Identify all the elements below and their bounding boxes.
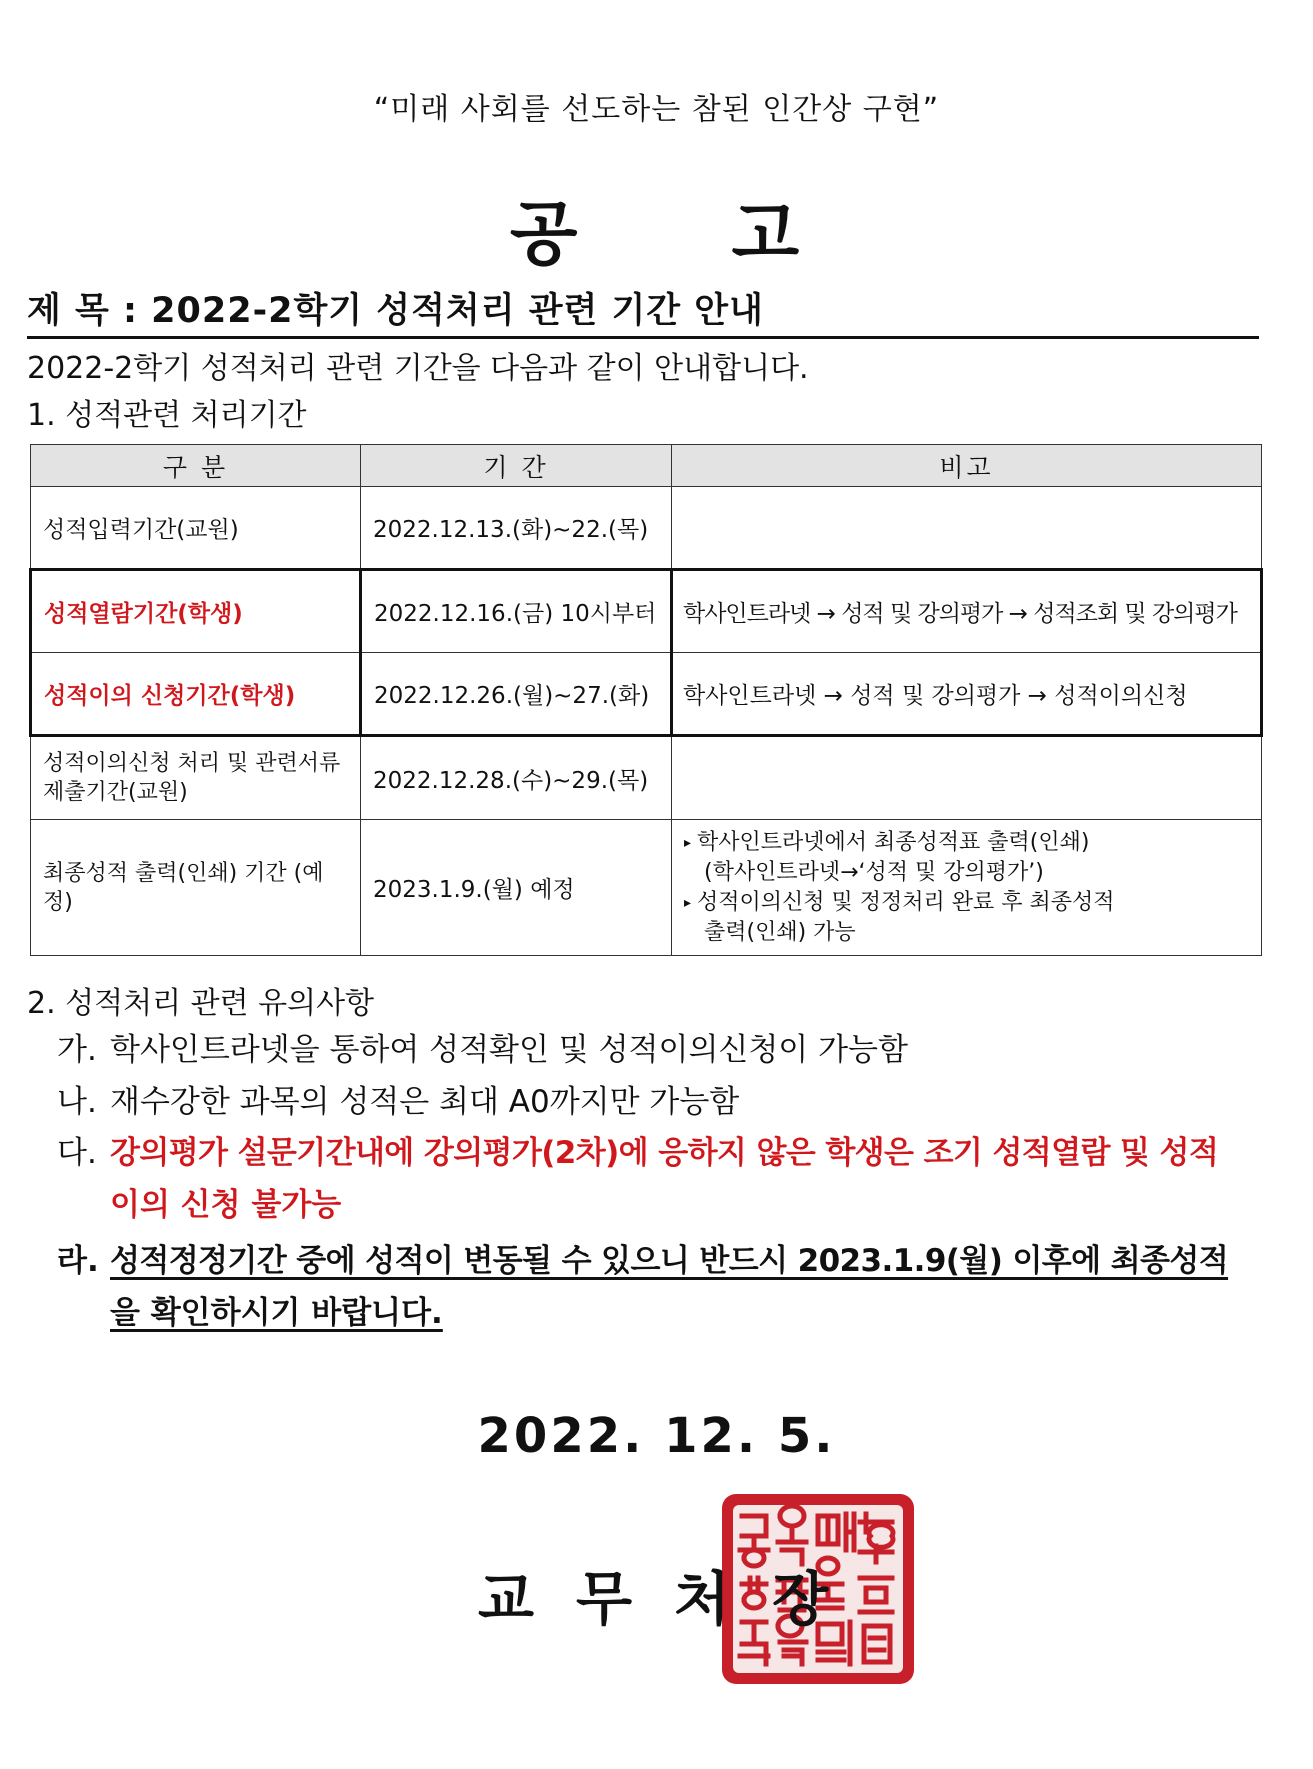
row-note bbox=[672, 487, 1262, 570]
row-period: 2022.12.26.(월)~27.(화) bbox=[361, 653, 672, 736]
row-category: 최종성적 출력(인쇄) 기간 (예정) bbox=[31, 820, 361, 956]
table-row bbox=[31, 487, 1262, 570]
header-note: 비고 bbox=[672, 445, 1262, 487]
row-category: 성적열람기간(학생) bbox=[31, 570, 361, 653]
row-note bbox=[672, 820, 1262, 956]
row-period: 2023.1.9.(월) 예정 bbox=[361, 820, 672, 956]
notice-item bbox=[57, 1077, 739, 1127]
notice-title-char: 공 bbox=[509, 193, 582, 275]
slogan: “미래 사회를 선도하는 참된 인간상 구현” bbox=[373, 92, 940, 127]
notice-title bbox=[0, 178, 1313, 279]
signer-title: 교무처장 bbox=[478, 1565, 871, 1633]
notice-date: 2022. 12. 5. bbox=[477, 1408, 836, 1464]
item-label: 다. bbox=[57, 1135, 97, 1171]
notice-item-important bbox=[57, 1236, 1228, 1286]
table-row-highlighted bbox=[31, 570, 1262, 653]
table-row-highlighted bbox=[31, 653, 1262, 736]
note-line: 출력(인쇄) 가능 bbox=[704, 919, 856, 945]
row-category: 성적이의 신청기간(학생) bbox=[31, 653, 361, 736]
item-label: 나. bbox=[57, 1084, 97, 1120]
item-text: 강의평가 설문기간내에 강의평가(2차)에 응하지 않은 학생은 조기 성적열람 및 성적 bbox=[110, 1135, 1219, 1171]
row-note bbox=[672, 736, 1262, 820]
bullet-icon: ▸ bbox=[684, 834, 692, 851]
row-period: 2022.12.13.(화)~22.(목) bbox=[361, 487, 672, 570]
table-row bbox=[31, 820, 1262, 956]
row-period: 2022.12.16.(금) 10시부터 bbox=[361, 570, 672, 653]
subject-divider bbox=[27, 336, 1259, 339]
section-1-heading: 1. 성적관련 처리기간 bbox=[27, 398, 307, 433]
section-2-heading: 2. 성적처리 관련 유의사항 bbox=[27, 986, 375, 1021]
note-line: (학사인트라넷→‘성적 및 강의평가’) bbox=[704, 859, 1044, 885]
notice-item bbox=[57, 1025, 908, 1075]
header-category: 구 분 bbox=[31, 445, 361, 487]
bullet-icon: ▸ bbox=[684, 894, 692, 911]
row-category: 성적입력기간(교원) bbox=[31, 487, 361, 570]
notice-item-important-cont: 을 확인하시기 바랍니다. bbox=[110, 1295, 443, 1331]
note-line: ▸ 성적이의신청 및 정정처리 완료 후 최종성적 bbox=[684, 889, 1115, 915]
table-row bbox=[31, 736, 1262, 820]
row-category: 성적이의신청 처리 및 관련서류 제출기간(교원) bbox=[31, 736, 361, 820]
item-text: 학사인트라넷을 통하여 성적확인 및 성적이의신청이 가능함 bbox=[110, 1032, 908, 1068]
row-note: 학사인트라넷 → 성적 및 강의평가 → 성적조회 및 강의평가 bbox=[672, 570, 1262, 653]
notice-item-warning-cont: 이의 신청 불가능 bbox=[110, 1187, 342, 1223]
item-label: 라. bbox=[57, 1243, 99, 1279]
row-note: 학사인트라넷 → 성적 및 강의평가 → 성적이의신청 bbox=[672, 653, 1262, 736]
header-period: 기 간 bbox=[361, 445, 672, 487]
schedule-table bbox=[29, 444, 1263, 956]
item-label: 가. bbox=[57, 1032, 97, 1068]
item-text: 성적정정기간 중에 성적이 변동될 수 있으니 반드시 2023.1.9(월) 이후에 최종성적 bbox=[110, 1243, 1229, 1279]
notice-title-char: 고 bbox=[731, 193, 804, 275]
note-line: ▸ 학사인트라넷에서 최종성적표 출력(인쇄) bbox=[684, 829, 1090, 855]
notice-item-warning bbox=[57, 1128, 1218, 1178]
table-header-row bbox=[31, 445, 1262, 487]
subject-line: 제 목 : 2022-2학기 성적처리 관련 기간 안내 bbox=[27, 291, 764, 331]
intro-text: 2022-2학기 성적처리 관련 기간을 다음과 같이 안내합니다. bbox=[27, 351, 809, 386]
row-period: 2022.12.28.(수)~29.(목) bbox=[361, 736, 672, 820]
item-text: 재수강한 과목의 성적은 최대 A0까지만 가능함 bbox=[110, 1084, 740, 1120]
